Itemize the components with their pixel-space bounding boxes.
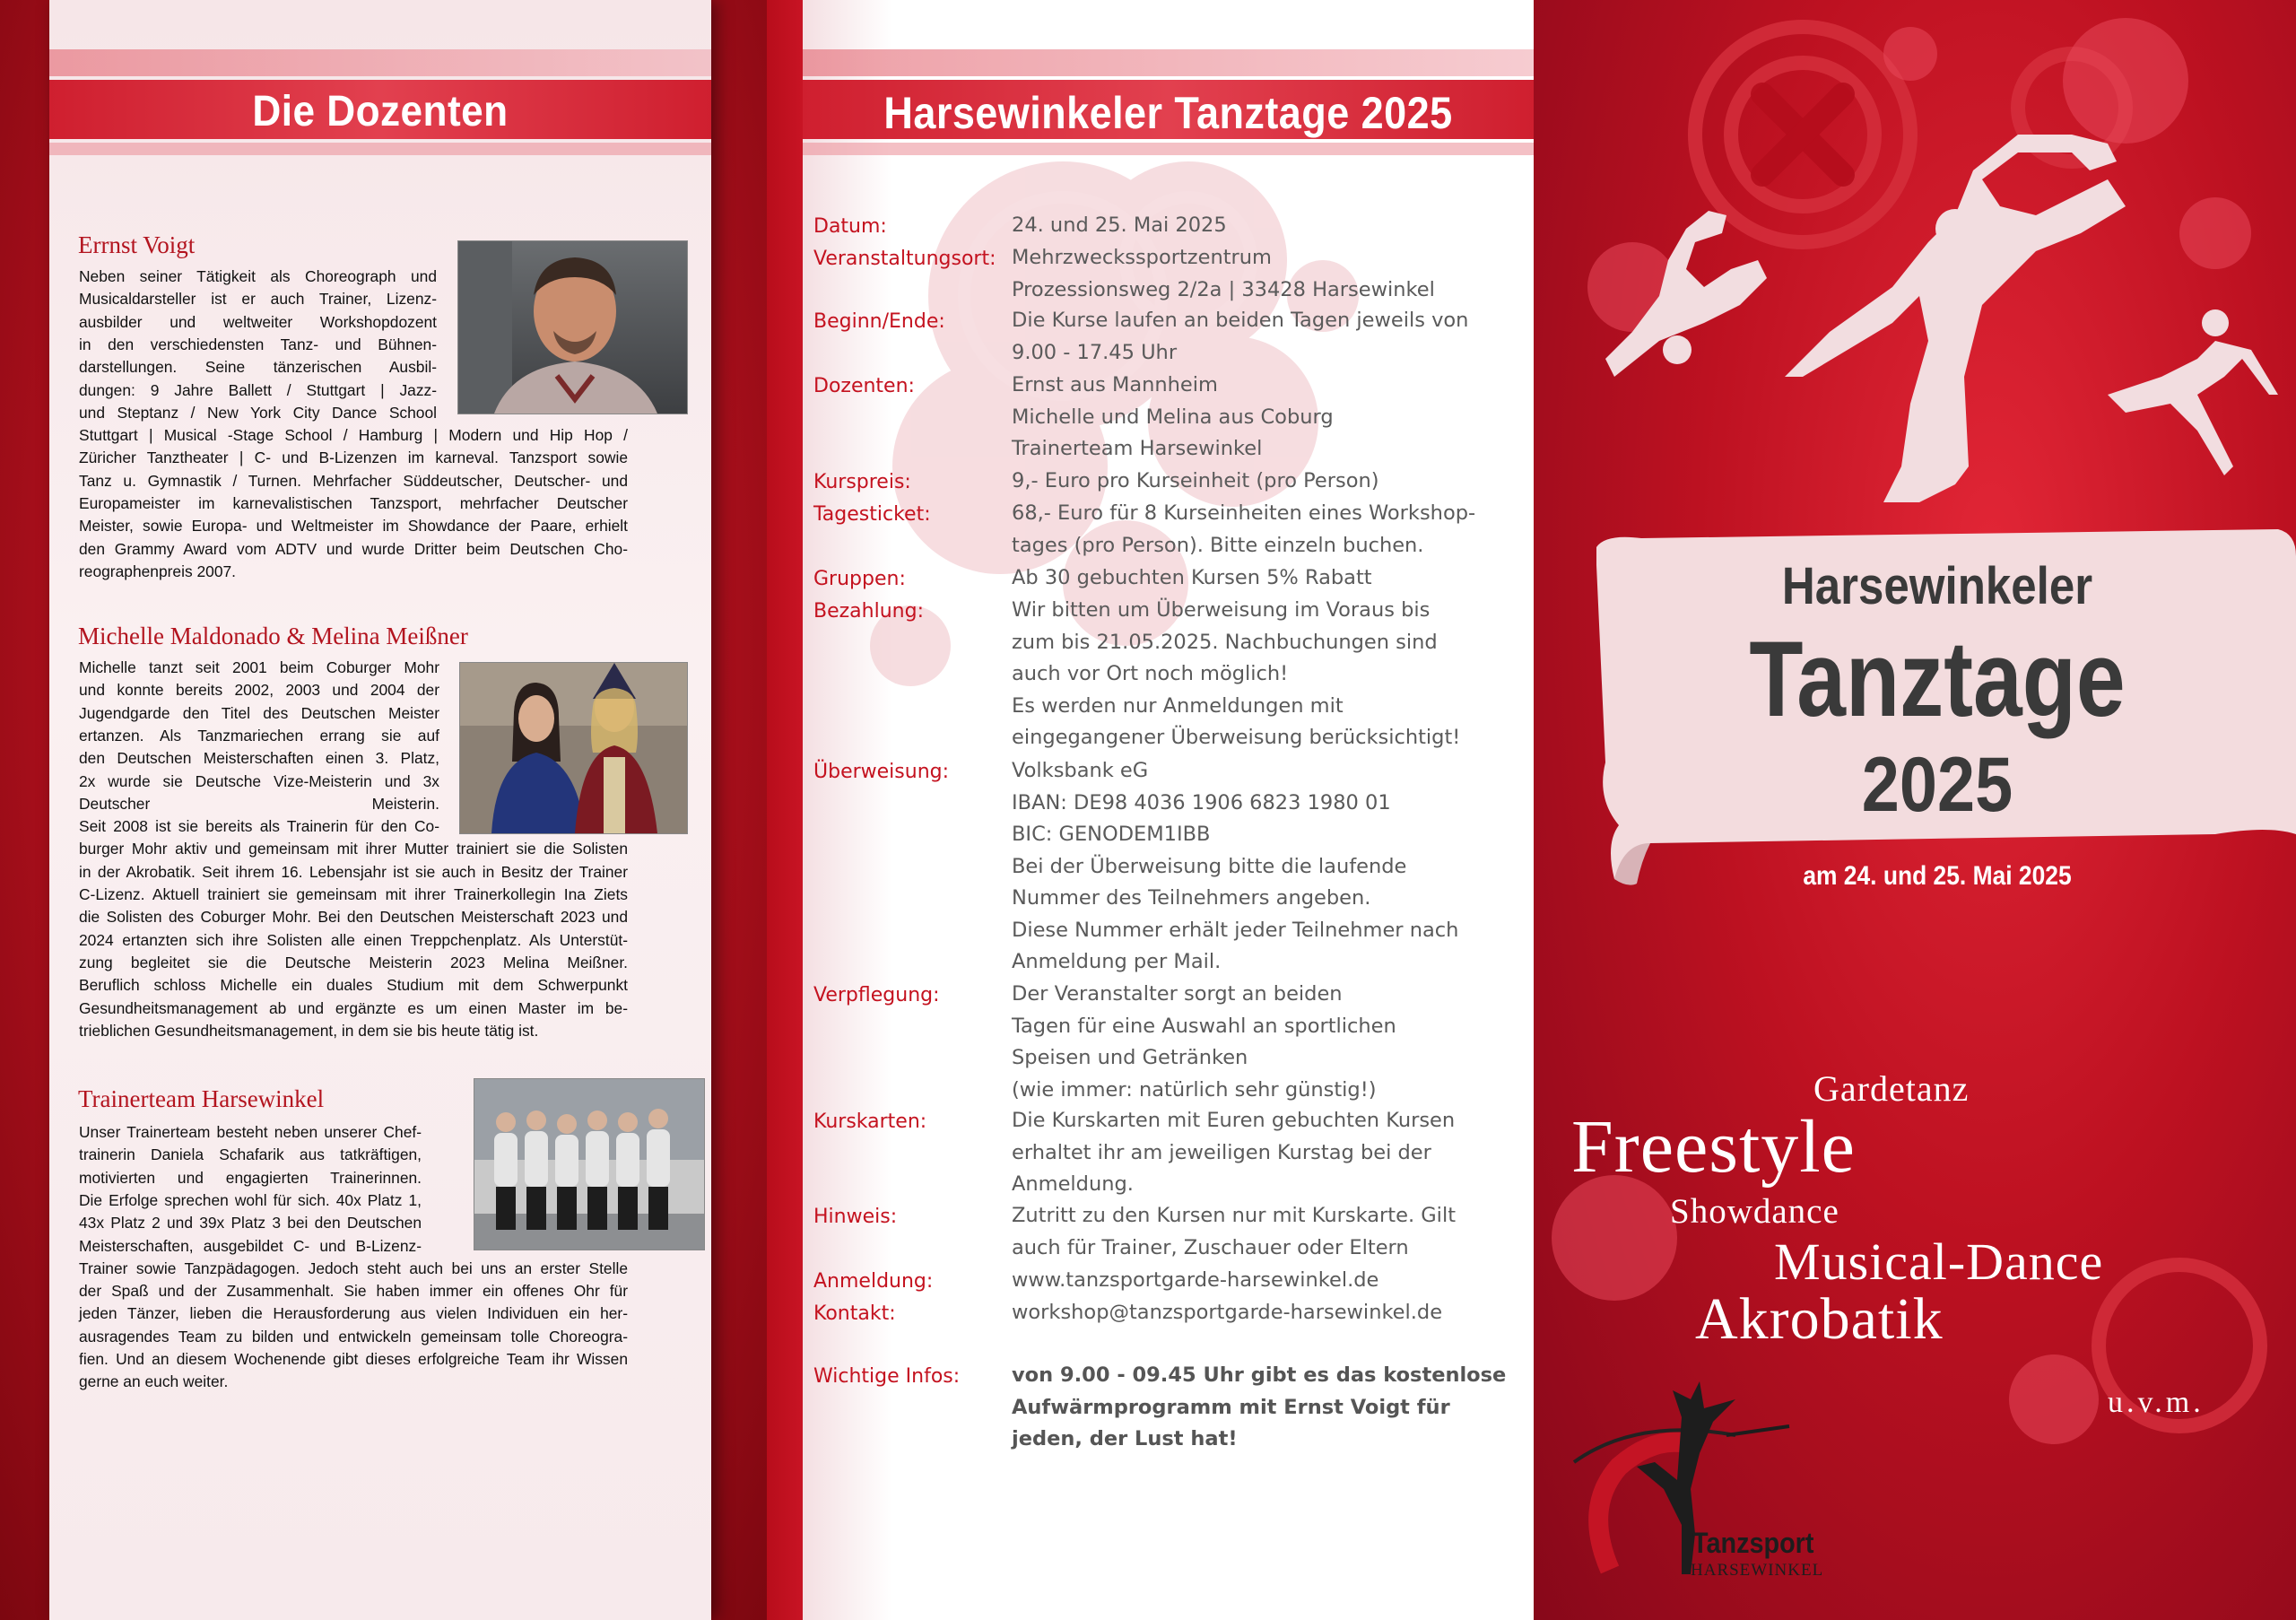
info-label: Datum: xyxy=(813,215,887,238)
info-value-line: 68,- Euro für 8 Kurseinheiten eines Workshop- xyxy=(1012,501,1476,525)
info-value-line: Die Kurskarten mit Euren gebuchten Kursen xyxy=(1012,1109,1456,1132)
info-value-line: auch vor Ort noch möglich! xyxy=(1012,662,1289,685)
lecturer-name-trainerteam: Trainerteam Harsewinkel xyxy=(78,1085,325,1112)
info-label: Kontakt: xyxy=(813,1302,896,1325)
info-value-line: Trainerteam Harsewinkel xyxy=(1012,437,1263,460)
info-value-line: Bei der Überweisung bitte die laufende xyxy=(1012,854,1407,878)
info-value-line: Diese Nummer erhält jeder Teilnehmer nach xyxy=(1012,918,1459,942)
info-value-line: Anmeldung per Mail. xyxy=(1012,950,1222,973)
lecturer-text-line: Neben seiner Tätigkeit als Choreograph und xyxy=(79,267,437,285)
info-value xyxy=(1012,979,1396,1106)
lecturer-text-line: Deutscher Meisterin. xyxy=(79,794,439,813)
lecturer-text-line: der Spaß und der Zusammenhalt. Sie haben immer ein offenes Ohr für xyxy=(79,1282,628,1301)
info-value-line: Der Veranstalter sorgt an beiden xyxy=(1012,982,1343,1006)
style-musical-dance: Musical-Dance xyxy=(1774,1232,2104,1291)
lecturer-text-line: Tanz u. Gymnastik / Turnen. Mehrfacher Süddeutscher, Deutscher- und xyxy=(79,471,628,490)
lecturer-text-line: C-Lizenz. Aktuell trainiert sie gemeinsam mit ihrer Trainerkollegin Ina Ziets xyxy=(79,885,628,903)
info-value-line: von 9.00 - 09.45 Uhr gibt es das kostenlose xyxy=(1012,1363,1507,1387)
info-value xyxy=(1012,305,1468,369)
info-label: Überweisung: xyxy=(813,761,950,783)
cover-title-line3: 2025 xyxy=(1861,742,2013,828)
info-value-line: Prozessionsweg 2/2a | 33428 Harsewinkel xyxy=(1012,277,1435,301)
info-value xyxy=(1012,498,1475,562)
info-label: Kurspreis: xyxy=(813,471,911,493)
info-value-line: jeden, der Lust hat! xyxy=(1012,1427,1238,1450)
lecturer-text-line: ausragendes Team zu bilden und entwickeln gemeinsam tolle Choreogra- xyxy=(79,1327,628,1346)
lecturer-text-line: Gesundheitsmanagement ab und ergänzte es um einen Master im be- xyxy=(79,998,628,1017)
info-label: Beginn/Ende: xyxy=(813,310,945,333)
info-value-line: Tagen für eine Auswahl an sportlichen xyxy=(1012,1014,1396,1038)
info-value[interactable] xyxy=(1012,1297,1442,1329)
lecturer-text-line: motivierten und engagierten Trainerinnen. xyxy=(79,1168,422,1187)
lecturer-text-line: 2x wurde sie Deutsche Vize-Meisterin und 3x xyxy=(79,771,439,790)
info-value-line: 24. und 25. Mai 2025 xyxy=(1012,213,1227,237)
lecturer-text-line: Stuttgart | Musical -Stage School / Hamburg | Modern und Hip Hop / xyxy=(79,426,628,445)
info-value[interactable] xyxy=(1012,1265,1378,1297)
lecturer-text-line: zung begleitet sie die Deutsche Meisterin 2023 Melina Meißner. xyxy=(79,953,628,971)
lecturer-text-line: und konnte bereits 2002, 2003 und 2004 der xyxy=(79,681,439,700)
lecturer-text-line: in den verschiedensten Tanz- und Bühnen- xyxy=(79,335,437,353)
lecturer-text-line: den Deutschen Meisterschaften einen 3. Platz, xyxy=(79,749,439,768)
lecturer-text-line: darstellungen. Seine tänzerischen Ausbil- xyxy=(79,358,437,377)
info-value-line: Aufwärmprogramm mit Ernst Voigt für xyxy=(1012,1395,1450,1419)
info-value-line: tages (pro Person). Bitte einzeln buchen. xyxy=(1012,533,1424,557)
lecturer-text-line: Die Erfolge sprechen wohl für sich. 40x Platz 1, xyxy=(79,1190,422,1209)
cover-title-line1: Harsewinkeler xyxy=(1781,557,2093,615)
info-value-line: 9.00 - 17.45 Uhr xyxy=(1012,340,1178,364)
lecturer-name-voigt: Errnst Voigt xyxy=(78,231,196,258)
info-value xyxy=(1012,1105,1455,1201)
lecturer-text-line: die Solisten des Coburger Mohr. Bei den Deutschen Meisterschaft 2023 und xyxy=(79,908,628,927)
info-value-line: Speisen und Getränken xyxy=(1012,1046,1248,1069)
info-value xyxy=(1012,595,1460,754)
cover-date: am 24. und 25. Mai 2025 xyxy=(1803,861,2072,891)
lecturer-name-maldonado-meissner: Michelle Maldonado & Melina Meißner xyxy=(78,623,468,649)
info-label: Dozenten: xyxy=(813,375,915,397)
info-value-line: Zutritt zu den Kursen nur mit Kurskarte. Gilt xyxy=(1012,1204,1457,1227)
lecturer-text-line: Beruflich schloss Michelle ein duales Studium mit dem Schwerpunkt xyxy=(79,976,628,995)
lecturer-text-line: gerne an euch weiter. xyxy=(79,1372,229,1391)
lecturer-text-line: ausbilder und weltweiter Workshopdozent xyxy=(79,312,437,331)
lecturer-text-line: Seit 2008 ist sie bereits als Trainerin für den Co- xyxy=(79,817,439,836)
info-label: Hinweis: xyxy=(813,1206,898,1228)
lecturer-text-line: trainerin Daniela Schafarik aus tatkräftigen, xyxy=(79,1145,422,1164)
lecturer-text-line: jeden Tänzer, lieben die Herausforderung aus vielen Individuen ein her- xyxy=(79,1304,628,1323)
info-value xyxy=(1012,466,1379,498)
style-freestyle: Freestyle xyxy=(1571,1105,1856,1189)
info-value-line: Ernst aus Mannheim xyxy=(1012,373,1218,396)
info-label: Bezahlung: xyxy=(813,600,924,623)
lecturer-text-line: Meisterschaften, ausgebildet C- und B-Lizenz- xyxy=(79,1236,422,1255)
lecturer-text-line: Unser Trainerteam besteht neben unserer Chef- xyxy=(79,1123,422,1141)
info-value-line: Die Kurse laufen an beiden Tagen jeweils von xyxy=(1012,309,1469,332)
lecturer-text-line: ertanzen. Als Tanzmariechen errang sie auf xyxy=(79,726,439,745)
logo-sub: HARSEWINKEL xyxy=(1691,1561,1824,1580)
lecturers-heading: Die Dozenten xyxy=(252,88,509,135)
lecturer-text-line: Meister, sowie Europa- und Weltmeister im Showdance der Paare, erhielt xyxy=(79,517,628,536)
cover-title-line2: Tanztage xyxy=(1749,619,2126,739)
info-value-line: auch für Trainer, Zuschauer oder Eltern xyxy=(1012,1235,1409,1259)
lecturer-text-line: trieblichen Gesundheitsmanagement, in dem sie bis heute tätig ist. xyxy=(79,1021,539,1040)
style-uvm: u.v.m. xyxy=(2108,1386,2205,1419)
info-label: Veranstaltungsort: xyxy=(813,248,996,270)
lecturer-text-line: 2024 ertanzten sich ihre Solisten alle einen Treppchenplatz. Als Unterstüt- xyxy=(79,930,628,949)
info-value xyxy=(1012,755,1458,979)
lecturer-text-line: reographenpreis 2007. xyxy=(79,562,237,580)
info-value xyxy=(1012,370,1334,466)
style-showdance: Showdance xyxy=(1670,1192,1839,1231)
info-value-line: Mehrzweckssportzentrum xyxy=(1012,246,1272,269)
lecturer-text-line: den Grammy Award vom ADTV und wurde Dritter beim Deutschen Cho- xyxy=(79,539,628,558)
info-value xyxy=(1012,562,1372,595)
info-label: Tagesticket: xyxy=(813,503,931,526)
lecturer-text-line: dungen: 9 Jahre Ballett / Stuttgart | Jazz- xyxy=(79,380,437,399)
logo-name: Tanzsport xyxy=(1692,1527,1814,1559)
lecturer-text-line: Michelle tanzt seit 2001 beim Coburger Mohr xyxy=(79,658,439,676)
info-value-line: Volksbank eG xyxy=(1012,759,1149,782)
info-value-line: Es werden nur Anmeldungen mit xyxy=(1012,693,1344,718)
lecturer-text-line: in der Akrobatik. Seit ihrem 16. Lebensjahr ist sie auch in Besitz der Trainer xyxy=(79,862,628,881)
photo-ernst-voigt xyxy=(457,240,688,414)
info-value-line: Wir bitten um Überweisung im Voraus bis xyxy=(1012,598,1431,622)
lecturer-text-line: Musicaldarsteller ist er auch Trainer, Lizenz- xyxy=(79,290,437,309)
photo-michelle-melina xyxy=(459,662,688,834)
tanzsport-logo xyxy=(1556,1381,1843,1588)
info-value-line: IBAN: DE98 4036 1906 6823 1980 01 xyxy=(1012,790,1391,814)
lecturer-text-line: und Steptanz / New York City Dance School xyxy=(79,403,437,422)
info-label: Wichtige Infos: xyxy=(813,1365,961,1388)
style-akrobatik: Akrobatik xyxy=(1695,1286,1944,1352)
lecturer-text-line: Europameister im karnevalistischen Tanzsport, mehrfacher Deutscher xyxy=(79,494,628,512)
info-value-line: workshop@tanzsportgarde-harsewinkel.de xyxy=(1012,1301,1443,1324)
info-value-line: BIC: GENODEM1IBB xyxy=(1012,823,1211,846)
info-label: Kurskarten: xyxy=(813,1110,927,1133)
info-value-line: 9,- Euro pro Kurseinheit (pro Person) xyxy=(1012,469,1379,492)
info-value-line: erhaltet ihr am jeweiligen Kurstag bei der xyxy=(1012,1140,1431,1164)
info-value-line: (wie immer: natürlich sehr günstig!) xyxy=(1012,1077,1377,1102)
info-value-line: zum bis 21.05.2025. Nachbuchungen sind xyxy=(1012,630,1438,654)
info-value xyxy=(1012,242,1435,306)
info-value-line: Nummer des Teilnehmers angeben. xyxy=(1012,886,1371,910)
info-value-line: eingegangener Überweisung berücksichtigt! xyxy=(1012,726,1461,749)
lecturer-text-line: fien. Und an diesem Wochenende gibt dieses erfolgreiche Team ihr Wissen xyxy=(79,1350,628,1368)
info-value-line: www.tanzsportgarde-harsewinkel.de xyxy=(1012,1268,1379,1292)
lecturer-text-line: burger Mohr aktiv und gemeinsam mit ihrer Mutter trainiert sie die Solisten xyxy=(79,840,628,858)
lecturer-text-line: Trainer sowie Tanzpädagogen. Jedoch steht auch bei uns an erster Stelle xyxy=(79,1259,628,1277)
info-label: Gruppen: xyxy=(813,568,906,590)
info-value xyxy=(1012,210,1227,242)
lecturer-text-line: Züricher Tanztheater | C- und B-Lizenzen im karneval. Tanzsport sowie xyxy=(79,449,628,467)
info-value-line: Michelle und Melina aus Coburg xyxy=(1012,405,1334,429)
info-value-line: Ab 30 gebuchten Kursen 5% Rabatt xyxy=(1012,566,1372,589)
info-label: Anmeldung: xyxy=(813,1270,934,1293)
info-value xyxy=(1012,1360,1506,1456)
lecturer-text-line: 43x Platz 2 und 39x Platz 3 bei den Deutschen xyxy=(79,1214,422,1232)
info-banner xyxy=(803,49,1534,157)
info-heading: Harsewinkeler Tanztage 2025 xyxy=(883,88,1453,138)
style-gardetanz: Gardetanz xyxy=(1813,1068,1970,1109)
photo-trainerteam xyxy=(474,1078,705,1250)
info-label: Verpflegung: xyxy=(813,984,940,1006)
lecturers-banner xyxy=(49,49,711,157)
lecturer-text-line: Jugendgarde den Titel des Deutschen Meister xyxy=(79,703,439,722)
info-value-line: Anmeldung. xyxy=(1012,1172,1134,1196)
info-value xyxy=(1012,1200,1456,1264)
